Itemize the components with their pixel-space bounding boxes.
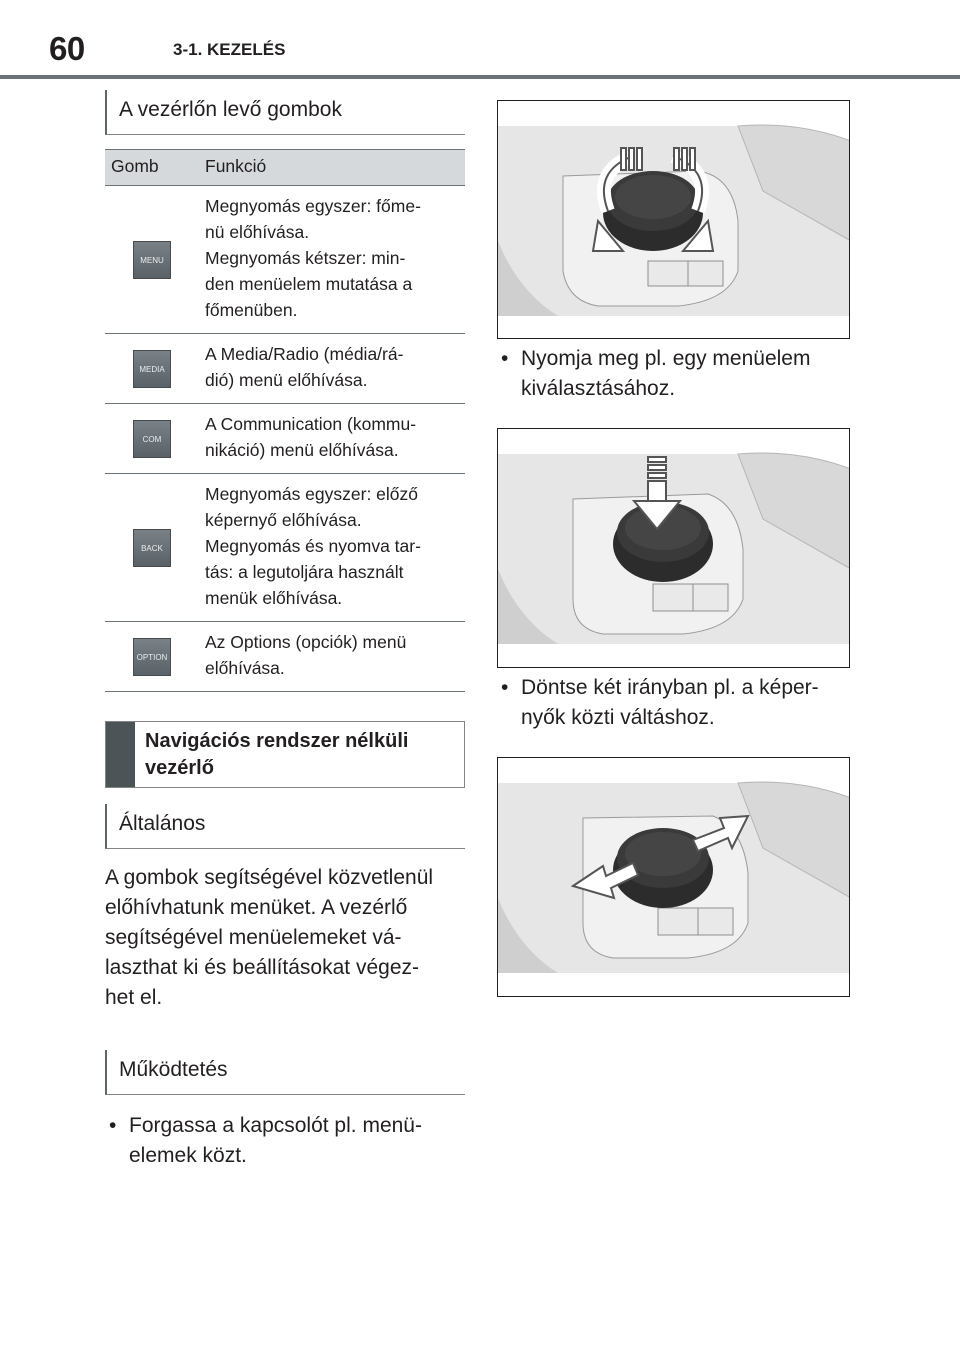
table-header-row — [105, 150, 465, 186]
icon-cell — [105, 622, 199, 692]
page-header — [0, 0, 960, 80]
chapter-title: 3-1. KEZELÉS — [173, 40, 286, 59]
section-heading-box — [105, 721, 465, 788]
buttons-table — [105, 149, 465, 692]
function-cell: A Communication (kommu- nikáció) menü előhívása. — [199, 404, 465, 474]
function-cell: Az Options (opciók) menü előhívása. — [199, 622, 465, 692]
bullet-tilt: • Döntse két irányban pl. a képer- nyők közti váltáshoz. — [497, 673, 852, 733]
function-cell: Megnyomás egyszer: előző képernyő előhívása. Megnyomás és nyomva tar- tás: a legutoljára használt menük előhívása. — [199, 474, 465, 622]
page-number: 60 — [49, 30, 85, 67]
icon-cell — [105, 404, 199, 474]
general-heading: Általános — [105, 804, 465, 849]
option-button-icon: OPTION — [133, 638, 171, 676]
table-row — [105, 186, 465, 334]
column-header-gomb: Gomb — [105, 150, 199, 186]
icon-cell — [105, 186, 199, 334]
function-cell: Megnyomás egyszer: főme- nü előhívása. Megnyomás kétszer: min- den menüelem mutatása a főmenüben. — [199, 186, 465, 334]
function-cell: A Media/Radio (média/rá- dió) menü előhívása. — [199, 334, 465, 404]
figure-rotate-controller — [497, 100, 850, 339]
table-row — [105, 404, 465, 474]
media-button-icon: MEDIA — [133, 350, 171, 388]
right-column — [497, 100, 852, 997]
com-button-icon: COM — [133, 420, 171, 458]
section-bar — [106, 722, 135, 787]
figure-tilt-controller — [497, 757, 850, 997]
general-paragraph: A gombok segítségével közvetlenül előhívhatunk menüket. A vezérlő segítségével menüelemeket vá- laszthat ki és beállításokat végez- het el. — [105, 866, 434, 1009]
figure-press-controller — [497, 428, 850, 668]
table-row — [105, 474, 465, 622]
bullet-rotate: • Forgassa a kapcsolót pl. menü- elemek közt. — [105, 1111, 465, 1171]
left-column — [105, 90, 465, 1171]
header-rule — [0, 75, 960, 79]
menu-button-icon: MENU — [133, 241, 171, 279]
section-title: Navigációs rendszer nélküli vezérlő — [145, 730, 409, 779]
column-header-funkcio: Funkció — [199, 150, 465, 186]
icon-cell — [105, 334, 199, 404]
bullet-press: • Nyomja meg pl. egy menüelem kiválasztásához. — [497, 344, 852, 404]
controls-heading: A vezérlőn levő gombok — [105, 90, 465, 135]
icon-cell — [105, 474, 199, 622]
table-row — [105, 622, 465, 692]
back-button-icon: BACK — [133, 529, 171, 567]
table-row — [105, 334, 465, 404]
operation-heading: Működtetés — [105, 1050, 465, 1095]
